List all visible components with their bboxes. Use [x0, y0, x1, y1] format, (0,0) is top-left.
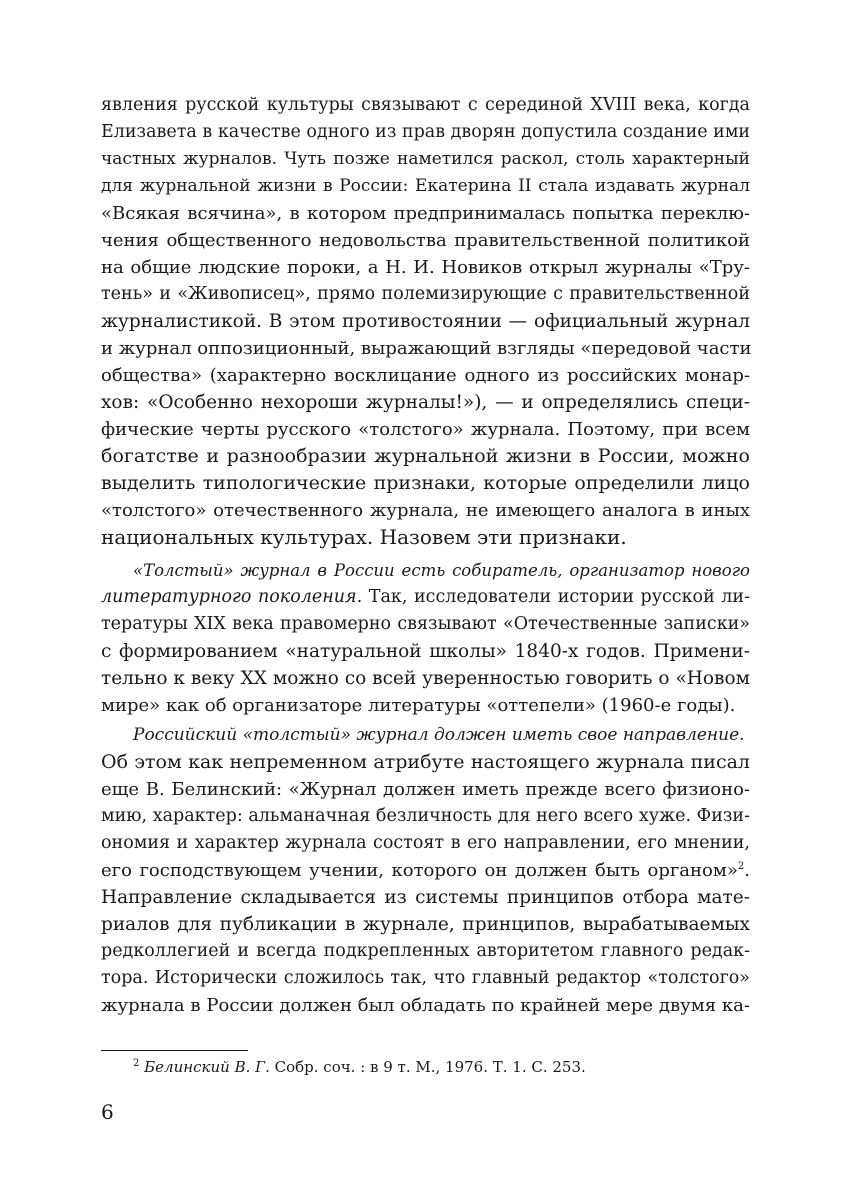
footnote-divider [101, 1050, 248, 1051]
text-line: журнала в России должен был обладать по крайней мере двумя ка- [101, 995, 750, 1016]
text-line-mixed [101, 584, 750, 611]
text-line: чения общественного недовольства правительственной политикой [101, 230, 750, 251]
text-line: хов: «Особенно нехороши журналы!»), — и определялись специ- [101, 392, 750, 413]
text-line: мире» как об организаторе литературы «оттепели» (1960-е годы). [101, 695, 736, 716]
text-line: общества» (характерно восклицание одного из российских монар- [101, 365, 750, 386]
footnote [133, 1057, 586, 1077]
text-line: тературы XIX века правомерно связывают «Отечественные записки» [101, 614, 750, 634]
text-line-with-footnote [101, 857, 750, 884]
text-line: мию, характер: альманачная безличность для него всего хуже. Физи- [101, 806, 750, 826]
text-line: «Всякая всячина», в котором предпринималась попытка переклю- [101, 203, 750, 224]
text-span: его господствующем учении, которого он должен быть органом» [101, 860, 738, 881]
text-line: на общие людские пороки, а Н. И. Новиков открыл журналы «Тру- [101, 257, 750, 278]
text-line: тень» и «Живописец», прямо полемизирующие с правительственной [101, 284, 750, 304]
footnote-author: Белинский В. Г. [144, 1058, 270, 1076]
footnote-text: Собр. соч. : в 9 т. М., 1976. Т. 1. С. 253. [269, 1058, 586, 1076]
text-line-italic: «Толстый» журнал в России есть собиратель, организатор нового [133, 561, 750, 580]
italic-phrase: литературного поколения. [101, 587, 363, 607]
text-line: Елизавета в качестве одного из прав дворян допустила создание ими [101, 122, 751, 142]
text-line: еще В. Белинский: «Журнал должен иметь прежде всего физионо- [101, 779, 750, 800]
text-line: тельно к веку XX можно со всей уверенностью говорить о «Новом [101, 668, 750, 689]
text-line: частных журналов. Чуть позже наметился раскол, столь характерный [101, 149, 750, 169]
text-line: выделить типологические признаки, которые определили лицо [101, 472, 750, 494]
text-line: национальных культурах. Назовем эти признаки. [101, 525, 627, 549]
text-line: Направление складывается из системы принципов отбора мате- [101, 887, 750, 908]
text-line: журналистикой. В этом противостоянии — официальный журнал [101, 311, 750, 332]
text-line: и журнал оппозиционный, выражающий взгляды «передовой части [101, 338, 752, 359]
text-line: тора. Исторически сложилось так, что главный редактор «толстого» [101, 968, 750, 988]
text-line: фические черты русского «толстого» журнала. Поэтому, при всем [101, 419, 750, 440]
text-line: редколлегией и всегда подкрепленных авторитетом главного редак- [101, 941, 750, 961]
text-line: для журнальной жизни в России: Екатерина II стала издавать журнал [101, 176, 750, 196]
text-span: Так, исследователи истории русской ли- [362, 587, 751, 607]
text-line: риалов для публикации в журнале, принципов, вырабатываемых [101, 914, 750, 935]
text-line-italic: Российский «толстый» журнал должен иметь свое направление. [133, 725, 745, 745]
text-line: Об этом как непременном атрибуте настоящего журнала писал [101, 751, 750, 773]
text-line: с формированием «натуральной школы» 1840-х годов. Примени- [101, 641, 750, 662]
text-span: . [744, 860, 750, 881]
footnote-mark: 2 [133, 1058, 140, 1069]
page-number: 6 [101, 1100, 114, 1124]
text-line: «толстого» отечественного журнала, не имеющего аналога в иных [101, 500, 750, 521]
footnote-ref[interactable]: 2 [737, 861, 745, 872]
text-line: явления русской культуры связывают с серединой XVIII века, когда [101, 95, 750, 115]
text-line: ономия и характер журнала состоят в его направлении, его мнении, [101, 833, 750, 853]
text-line: богатстве и разнообразии журнальной жизни в России, можно [101, 445, 750, 467]
